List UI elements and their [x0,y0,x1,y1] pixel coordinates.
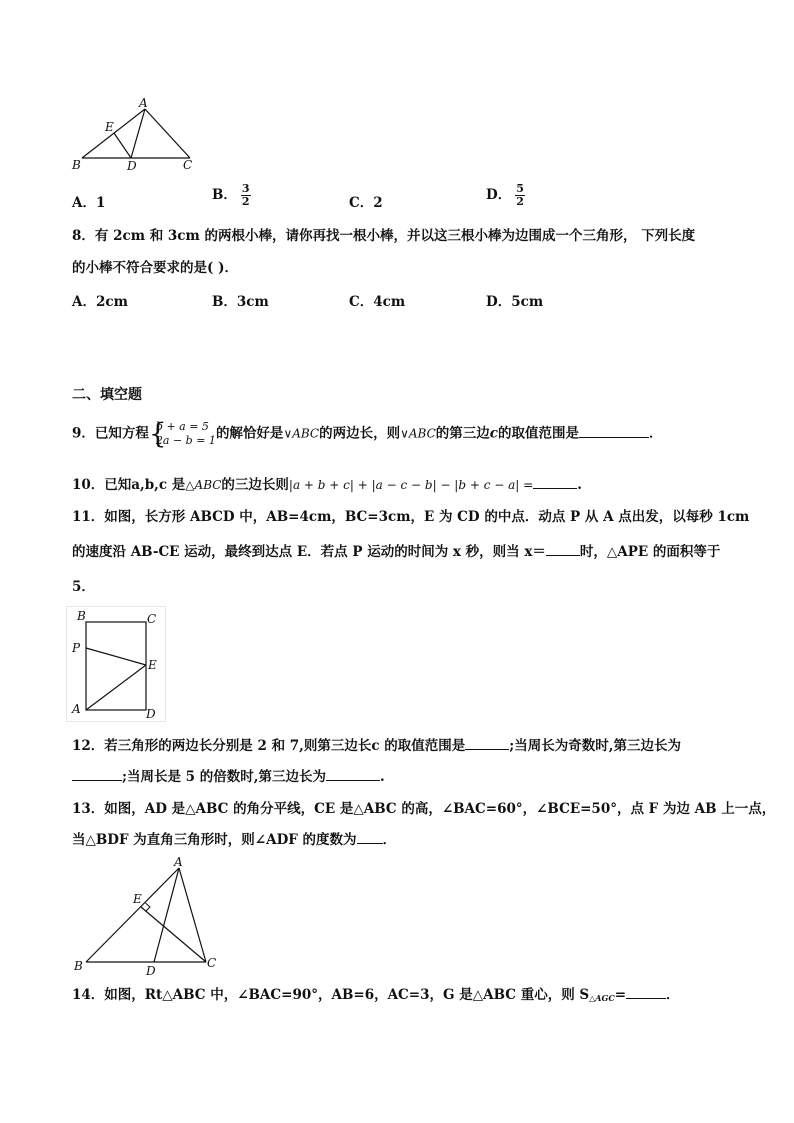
q9-text-2: 的两边长，则 [319,425,401,442]
label-E: E [148,658,157,672]
frac-num: 5 [516,182,524,195]
q9-pre: 9．已知方程 [72,425,149,442]
figure-q13-triangle [66,852,226,980]
q7-option-d [486,183,525,208]
label-E: E [105,120,114,134]
q7-option-d-fraction [515,183,525,208]
label-B: B [77,609,86,623]
q14-equals: = [614,987,627,1003]
q9-c: c [489,425,499,442]
q12-line-2 [72,767,385,787]
label-B: B [72,158,81,172]
q9-triangle-2: ∨ABC [400,426,436,441]
q8-option-c: C．4cm [349,294,406,310]
label-D: D [146,964,156,978]
equation-system [148,417,216,450]
q12-text-d: . [379,769,385,785]
label-C: C [207,956,217,970]
q13-line-2 [72,830,396,850]
q10-expression: |a + b + c| + |a − c − b| − |b + c − a| = [288,478,534,492]
label-A: A [72,702,81,716]
label-E: E [133,892,142,906]
q10-mid: 的三边长则 [221,477,289,493]
q8-line-1: 8．有 2cm 和 3cm 的两根小棒，请你再找一根小棒，并以这三根小棒为边围成一个三角形， 下列长度 [72,228,696,244]
label-A: A [139,96,148,110]
frac-den: 2 [241,195,250,208]
q9-text-3: 的第三边 [435,425,490,442]
label-P: P [72,641,81,655]
q8-line-2: 的小棒不符合要求的是( )． [72,260,238,276]
q9-end: ． [649,425,663,442]
q7-option-a: A．1 [72,195,106,211]
q12-text-c: ;当周长是 5 的倍数时,第三边长为 [122,769,326,785]
q8-option-a: A．2cm [72,294,128,310]
q8-option-b: B．3cm [212,294,269,310]
section-title: 二、填空题 [72,387,142,403]
q9-text-1: 的解恰好是 [215,425,284,442]
frac-den: 2 [516,195,524,208]
q11-line-3: 5． [72,579,95,595]
label-D: D [127,159,137,173]
q7-option-d-label: D． [486,187,512,203]
figure-q11-rectangle [66,606,166,722]
q14-end: ． [666,987,680,1003]
q7-option-c: C．2 [349,195,383,211]
q14-answer-blank[interactable] [626,986,666,999]
figure-q7-triangle [68,96,203,176]
q11-line-2 [72,542,720,562]
q13-answer-blank[interactable] [357,831,383,844]
label-A: A [174,855,183,869]
q14-subscript: △AGC [589,993,615,1003]
q10-answer-blank[interactable] [533,476,577,489]
equation-2: 2a − b = 1 [155,434,216,447]
q13-end: ． [382,832,397,848]
q11-answer-blank[interactable] [546,543,580,556]
label-C: C [147,612,157,626]
q7-option-b-label: B． [212,187,237,203]
label-C: C [183,158,193,172]
q11-line-1: 11．如图，长方形 ABCD 中，AB=4cm，BC=3cm，E 为 CD 的中点．动点 P 从 A 点出发，以每秒 1cm [72,509,750,525]
equation-1: b + a = 5 [155,420,209,433]
q12-blank-2[interactable] [72,768,122,781]
brace-glyph: { [148,417,167,450]
q10-pre: 10．已知a,b,c 是 [72,477,186,493]
q7-option-b-fraction [241,183,251,208]
q11-text-b: 时，△APE 的面积等于 [579,544,721,560]
q10-end: . [577,477,582,493]
q9-text-4: 的取值范围是 [498,425,580,442]
q12-line-1 [72,736,681,756]
q14-text: 14．如图，Rt△ABC 中，∠BAC=90°，AB=6，AC=3，G 是△ABC 重心，则 S [72,987,590,1003]
q12-blank-1[interactable] [465,737,509,750]
q10-triangle: △ABC [185,478,222,492]
q9-triangle-1: ∨ABC [283,426,320,441]
q7-option-b [212,183,251,208]
q9-answer-blank[interactable] [579,425,649,438]
q12-blank-3[interactable] [326,768,380,781]
label-B: B [74,959,83,973]
label-D: D [146,707,156,721]
q9-line [72,417,663,450]
frac-num: 3 [241,182,250,195]
q14-line [72,985,680,1008]
q12-text-b: ;当周长为奇数时,第三边长为 [509,738,681,754]
q10-line [72,475,582,495]
q11-text: 的速度沿 AB-CE 运动，最终到达点 E．若点 P 运动的时间为 x 秒，则当 x＝ [72,544,546,560]
q13-line-1: 13．如图，AD 是△ABC 的角分平线，CE 是△ABC 的高，∠BAC=60°，∠BCE=50°，点 F 为边 AB 上一点， [72,801,776,817]
q8-option-d: D．5cm [486,294,544,310]
q12-text-a: 12．若三角形的两边长分别是 2 和 7,则第三边长c 的取值范围是 [72,738,466,754]
q13-text: 当△BDF 为直角三角形时，则∠ADF 的度数为 [72,832,357,848]
